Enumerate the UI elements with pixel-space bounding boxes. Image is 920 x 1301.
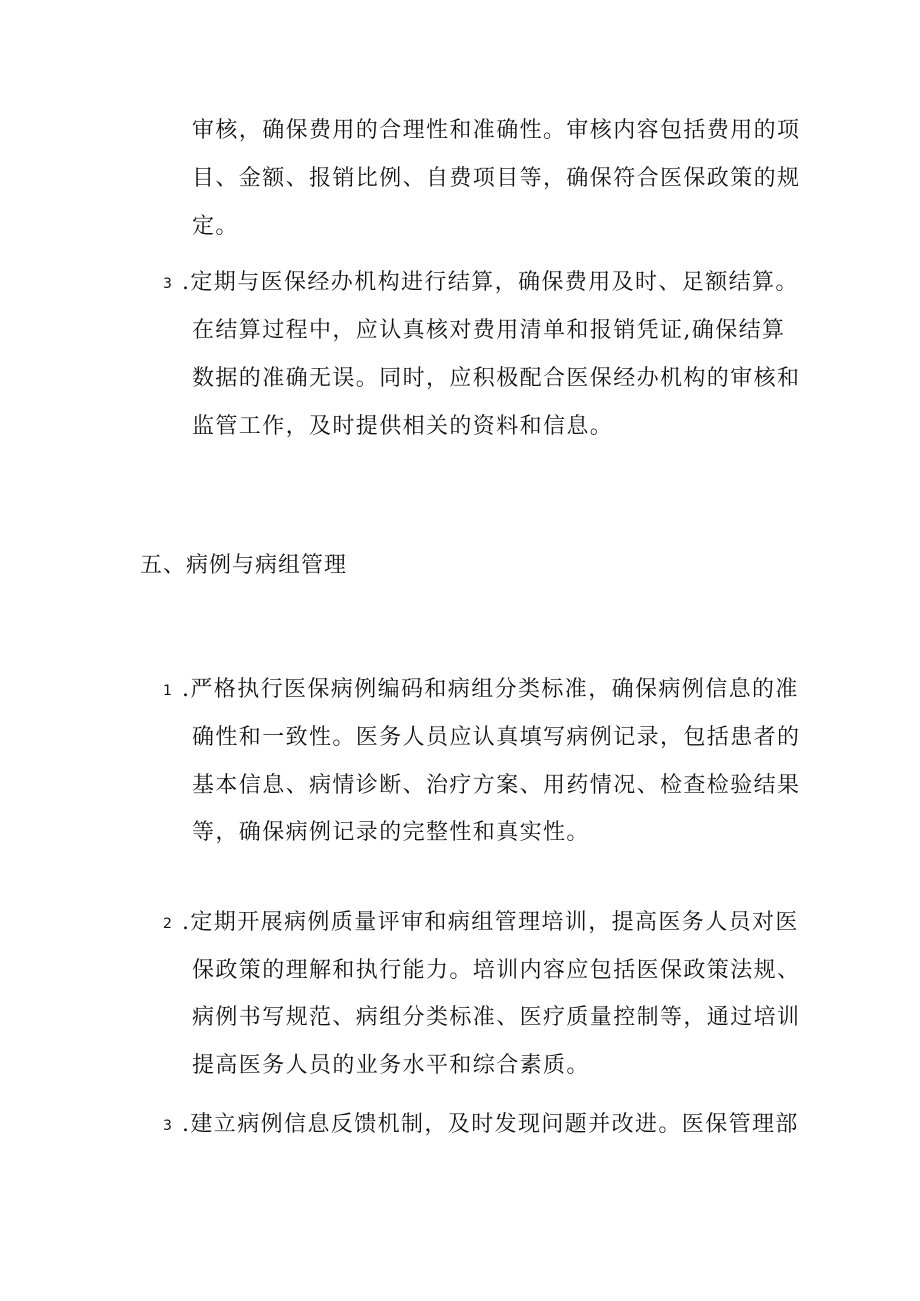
item2-line-2: 保政策的理解和执行能力。培训内容应包括医保政策法规、 [192, 958, 801, 983]
settlement-line-4: 监管工作，及时提供相关的资料和信息。 [192, 414, 614, 439]
settlement-line-1: .定期与医保经办机构进行结算，确保费用及时、足额结算。 [182, 270, 799, 295]
item2-line-1: .定期开展病例质量评审和病组管理培训，提高医务人员对医 [182, 910, 799, 935]
item1-line-3: 基本信息、病情诊断、治疗方案、用药情况、检查检验结果 [192, 773, 801, 798]
list-number: 3 [163, 1118, 172, 1134]
item2-line-3: 病例书写规范、病组分类标准、医疗质量控制等，通过培训 [192, 1005, 801, 1030]
settlement-line-3: 数据的准确无误。同时，应积极配合医保经办机构的审核和 [192, 366, 801, 391]
item1-line-1: .严格执行医保病例编码和病组分类标准，确保病例信息的准 [182, 677, 799, 702]
list-number: 1 [163, 683, 172, 699]
intro-line-3: 定。 [192, 214, 239, 239]
item3-line-1: .建立病例信息反馈机制，及时发现问题并改进。医保管理部 [182, 1112, 799, 1137]
intro-line-1: 审核，确保费用的合理性和准确性。审核内容包括费用的项 [192, 118, 801, 143]
list-number: 2 [163, 916, 172, 932]
intro-line-2: 目、金额、报销比例、自费项目等，确保符合医保政策的规 [192, 166, 801, 191]
settlement-line-2: 在结算过程中，应认真核对费用清单和报销凭证,确保结算 [192, 318, 786, 343]
section-heading: 五、病例与病组管理 [140, 553, 348, 578]
item2-line-4: 提高医务人员的业务水平和综合素质。 [192, 1053, 590, 1078]
item1-line-2: 确性和一致性。医务人员应认真填写病例记录，包括患者的 [192, 725, 801, 750]
list-number: 3 [163, 276, 172, 292]
item1-line-4: 等，确保病例记录的完整性和真实性。 [192, 820, 590, 845]
